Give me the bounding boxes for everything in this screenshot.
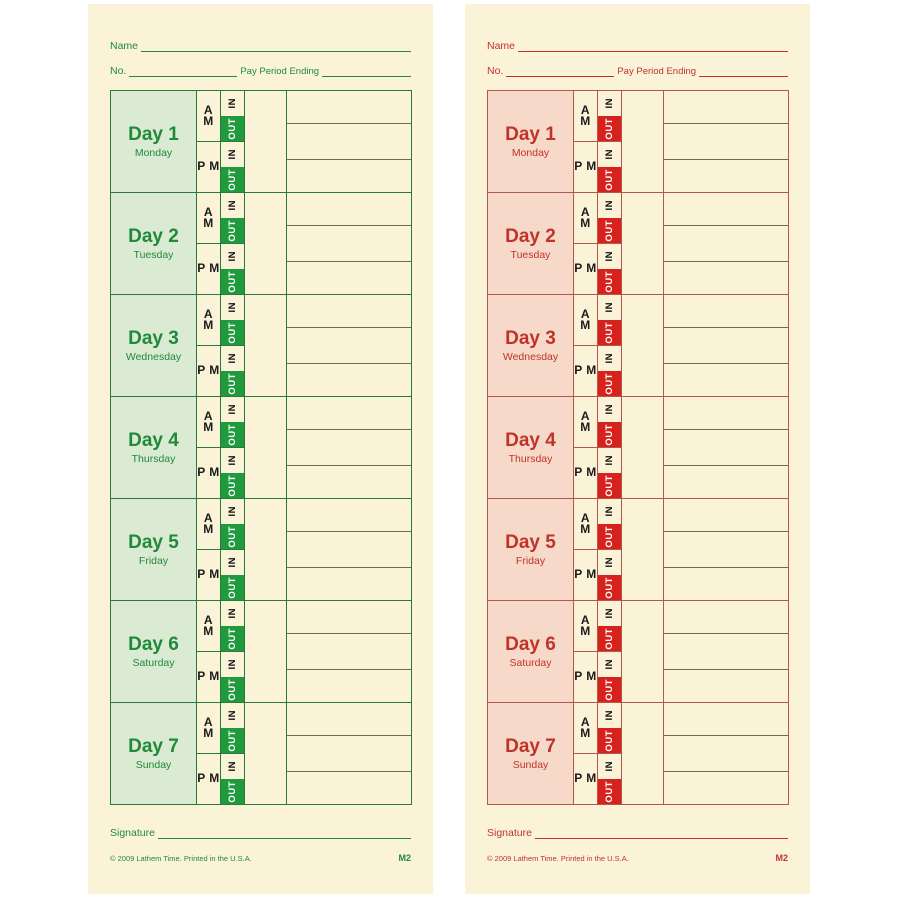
grid-body (111, 91, 412, 805)
table-row (111, 295, 412, 397)
pm-in-block[interactable]: IN (221, 652, 244, 677)
day-weekday: Monday (134, 146, 173, 159)
day-weekday: Thursday (508, 452, 553, 465)
notes-cell[interactable] (664, 499, 789, 601)
table-row (488, 703, 789, 805)
pm-label: P M (574, 363, 597, 378)
punch-area[interactable] (245, 499, 287, 601)
day-cell (488, 397, 574, 499)
am-label: A M (574, 601, 597, 652)
am-label: A M (574, 499, 597, 550)
pm-in-block[interactable]: IN (598, 652, 621, 677)
employee-no-label: No. (487, 65, 504, 77)
table-row (111, 397, 412, 499)
copyright-row (110, 853, 411, 863)
in-out-cell (221, 499, 245, 601)
pm-in-block[interactable]: IN (598, 754, 621, 779)
day-weekday: Friday (515, 554, 546, 567)
write-line[interactable] (664, 225, 788, 226)
day-cell (488, 499, 574, 601)
timecard-red (465, 4, 810, 894)
pm-label: P M (197, 465, 220, 480)
pay-period-ending-label: Pay Period Ending (240, 66, 320, 77)
copyright-text: © 2009 Lathem Time. Printed in the U.S.A. (110, 854, 252, 863)
am-label: A M (574, 397, 597, 448)
day-number: Day 5 (128, 531, 179, 553)
ampm-cell (197, 295, 221, 397)
card-footer-green (88, 805, 433, 863)
copyright-row (487, 853, 788, 863)
day-weekday: Sunday (135, 758, 172, 771)
day-weekday: Tuesday (510, 248, 551, 261)
ampm-cell (197, 703, 221, 805)
day-number: Day 5 (505, 531, 556, 553)
in-out-cell (598, 193, 622, 295)
table-row (111, 601, 412, 703)
day-number: Day 6 (128, 633, 179, 655)
pay-period-ending-label: Pay Period Ending (617, 66, 697, 77)
am-label: A M (574, 193, 597, 244)
day-weekday: Monday (511, 146, 550, 159)
punch-area[interactable] (245, 193, 287, 295)
pm-in-block[interactable]: IN (598, 142, 621, 167)
am-out-block[interactable]: OUT (221, 116, 244, 141)
table-row (488, 295, 789, 397)
notes-cell[interactable] (287, 295, 412, 397)
notes-cell[interactable] (664, 91, 789, 193)
punch-area[interactable] (245, 397, 287, 499)
am-in-block[interactable]: IN (221, 703, 244, 728)
am-out-block[interactable]: OUT (598, 626, 621, 651)
punch-area[interactable] (622, 295, 664, 397)
card-header-green (88, 4, 433, 77)
pm-label: P M (574, 567, 597, 582)
day-number: Day 3 (505, 327, 556, 349)
am-label: A M (574, 703, 597, 754)
pm-in-block[interactable]: IN (221, 142, 244, 167)
table-row (488, 601, 789, 703)
am-in-block[interactable]: IN (221, 193, 244, 218)
number-period-row (110, 65, 411, 77)
write-line[interactable] (287, 123, 411, 124)
table-row (488, 193, 789, 295)
am-in-block[interactable]: IN (598, 703, 621, 728)
pm-out-block[interactable]: OUT (221, 167, 244, 192)
am-in-block[interactable]: IN (221, 397, 244, 422)
am-out-block[interactable]: OUT (221, 422, 244, 447)
day-cell (111, 295, 197, 397)
am-out-block[interactable]: OUT (221, 626, 244, 651)
pm-out-block[interactable]: OUT (221, 371, 244, 396)
timecard-grid-red (487, 90, 789, 805)
am-in-block[interactable]: IN (598, 397, 621, 422)
day-number: Day 4 (128, 429, 179, 451)
am-in-block[interactable]: IN (221, 499, 244, 524)
table-row (111, 193, 412, 295)
notes-cell[interactable] (287, 91, 412, 193)
punch-area[interactable] (622, 703, 664, 805)
in-out-cell (598, 91, 622, 193)
in-out-cell (598, 601, 622, 703)
day-number: Day 6 (505, 633, 556, 655)
table-row (488, 499, 789, 601)
name-row (110, 40, 411, 52)
day-weekday: Wednesday (125, 350, 182, 363)
ampm-cell (574, 499, 598, 601)
am-label: A M (574, 295, 597, 346)
in-out-cell (221, 295, 245, 397)
day-cell (111, 601, 197, 703)
card-footer-red (465, 805, 810, 863)
write-line[interactable] (664, 735, 788, 736)
pm-out-block[interactable]: OUT (221, 575, 244, 600)
day-number: Day 2 (128, 225, 179, 247)
write-line[interactable] (287, 633, 411, 634)
write-line[interactable] (664, 669, 788, 670)
am-in-block[interactable]: IN (598, 193, 621, 218)
ampm-cell (574, 397, 598, 499)
ampm-cell (197, 499, 221, 601)
in-out-cell (598, 397, 622, 499)
pm-out-block[interactable]: OUT (598, 779, 621, 804)
day-number: Day 4 (505, 429, 556, 451)
pm-label: P M (197, 159, 220, 174)
am-in-block[interactable]: IN (221, 91, 244, 116)
pm-out-block[interactable]: OUT (221, 677, 244, 702)
day-cell (488, 295, 574, 397)
name-row (487, 40, 788, 52)
am-out-block[interactable]: OUT (221, 218, 244, 243)
name-input-line[interactable] (141, 40, 411, 52)
day-number: Day 2 (505, 225, 556, 247)
am-label: A M (197, 91, 220, 142)
day-weekday: Sunday (512, 758, 549, 771)
pm-in-block[interactable]: IN (598, 244, 621, 269)
notes-cell[interactable] (287, 601, 412, 703)
day-number: Day 3 (128, 327, 179, 349)
am-out-block[interactable]: OUT (598, 422, 621, 447)
am-out-block[interactable]: OUT (598, 728, 621, 753)
pm-label: P M (574, 159, 597, 174)
write-line[interactable] (287, 771, 411, 772)
day-weekday: Thursday (131, 452, 176, 465)
write-line[interactable] (664, 429, 788, 430)
am-out-block[interactable]: OUT (598, 320, 621, 345)
am-out-block[interactable]: OUT (598, 218, 621, 243)
day-cell (111, 499, 197, 601)
employee-no-input-line[interactable] (506, 65, 614, 77)
day-cell (488, 601, 574, 703)
write-line[interactable] (664, 363, 788, 364)
punch-area[interactable] (245, 295, 287, 397)
in-out-cell (221, 703, 245, 805)
am-in-block[interactable]: IN (598, 295, 621, 320)
write-line[interactable] (664, 567, 788, 568)
notes-cell[interactable] (664, 295, 789, 397)
pm-label: P M (574, 465, 597, 480)
notes-cell[interactable] (664, 601, 789, 703)
day-cell (488, 91, 574, 193)
ampm-cell (574, 295, 598, 397)
timecard-green (88, 4, 433, 894)
pm-label: P M (574, 771, 597, 786)
am-label: A M (197, 703, 220, 754)
name-input-line[interactable] (518, 40, 788, 52)
punch-area[interactable] (622, 601, 664, 703)
day-weekday: Wednesday (502, 350, 559, 363)
notes-cell[interactable] (664, 397, 789, 499)
notes-cell[interactable] (287, 499, 412, 601)
pm-out-block[interactable]: OUT (598, 575, 621, 600)
punch-area[interactable] (622, 91, 664, 193)
pm-out-block[interactable]: OUT (221, 473, 244, 498)
am-out-block[interactable]: OUT (221, 524, 244, 549)
pm-label: P M (197, 363, 220, 378)
signature-input-line[interactable] (535, 827, 788, 839)
signature-row (110, 827, 411, 839)
signature-row (487, 827, 788, 839)
ampm-cell (197, 397, 221, 499)
punch-area[interactable] (245, 91, 287, 193)
in-out-cell (221, 397, 245, 499)
am-out-block[interactable]: OUT (221, 320, 244, 345)
am-out-block[interactable]: OUT (598, 524, 621, 549)
day-number: Day 1 (505, 123, 556, 145)
card-header-red (465, 4, 810, 77)
punch-area[interactable] (622, 193, 664, 295)
pm-out-block[interactable]: OUT (598, 473, 621, 498)
pm-out-block[interactable]: OUT (598, 677, 621, 702)
notes-cell[interactable] (664, 193, 789, 295)
am-out-block[interactable]: OUT (221, 728, 244, 753)
day-number: Day 7 (505, 735, 556, 757)
ampm-cell (574, 91, 598, 193)
pm-label: P M (574, 669, 597, 684)
ampm-cell (197, 91, 221, 193)
am-out-block[interactable]: OUT (598, 116, 621, 141)
ampm-cell (197, 193, 221, 295)
write-line[interactable] (664, 633, 788, 634)
punch-area[interactable] (622, 397, 664, 499)
pm-label: P M (197, 669, 220, 684)
pm-out-block[interactable]: OUT (221, 269, 244, 294)
pm-out-block[interactable]: OUT (598, 167, 621, 192)
am-label: A M (574, 91, 597, 142)
ampm-cell (574, 193, 598, 295)
day-cell (111, 703, 197, 805)
day-weekday: Saturday (132, 656, 175, 669)
write-line[interactable] (664, 327, 788, 328)
pm-in-block[interactable]: IN (598, 346, 621, 371)
number-period-row (487, 65, 788, 77)
am-in-block[interactable]: IN (221, 601, 244, 626)
pm-in-block[interactable]: IN (598, 448, 621, 473)
in-out-cell (598, 499, 622, 601)
table-row (488, 397, 789, 499)
write-line[interactable] (664, 261, 788, 262)
pay-period-ending-input-line[interactable] (322, 65, 411, 77)
day-weekday: Tuesday (133, 248, 174, 261)
write-line[interactable] (287, 465, 411, 466)
day-cell (111, 193, 197, 295)
notes-cell[interactable] (664, 703, 789, 805)
notes-cell[interactable] (287, 193, 412, 295)
timecard-grid-green (110, 90, 412, 805)
am-label: A M (197, 193, 220, 244)
day-cell (488, 193, 574, 295)
write-line[interactable] (287, 669, 411, 670)
pm-label: P M (197, 567, 220, 582)
pm-in-block[interactable]: IN (221, 754, 244, 779)
day-cell (488, 703, 574, 805)
write-line[interactable] (287, 327, 411, 328)
table-row (111, 703, 412, 805)
notes-cell[interactable] (287, 397, 412, 499)
pm-in-block[interactable]: IN (221, 244, 244, 269)
day-number: Day 1 (128, 123, 179, 145)
write-line[interactable] (287, 363, 411, 364)
signature-label: Signature (487, 827, 532, 839)
day-cell (111, 397, 197, 499)
day-weekday: Saturday (509, 656, 552, 669)
in-out-cell (221, 193, 245, 295)
in-out-cell (221, 91, 245, 193)
pm-out-block[interactable]: OUT (221, 779, 244, 804)
table-row (111, 91, 412, 193)
am-in-block[interactable]: IN (598, 91, 621, 116)
write-line[interactable] (287, 429, 411, 430)
am-in-block[interactable]: IN (598, 499, 621, 524)
name-label: Name (487, 40, 516, 52)
am-label: A M (197, 397, 220, 448)
write-line[interactable] (287, 567, 411, 568)
pm-in-block[interactable]: IN (221, 448, 244, 473)
write-line[interactable] (287, 735, 411, 736)
form-code: M2 (775, 853, 788, 863)
day-number: Day 7 (128, 735, 179, 757)
write-line[interactable] (287, 531, 411, 532)
write-line[interactable] (287, 159, 411, 160)
write-line[interactable] (287, 261, 411, 262)
name-label: Name (110, 40, 139, 52)
employee-no-input-line[interactable] (129, 65, 237, 77)
table-row (111, 499, 412, 601)
signature-label: Signature (110, 827, 155, 839)
pay-period-ending-input-line[interactable] (699, 65, 788, 77)
am-label: A M (197, 295, 220, 346)
grid-body (488, 91, 789, 805)
in-out-cell (221, 601, 245, 703)
pm-in-block[interactable]: IN (598, 550, 621, 575)
ampm-cell (574, 703, 598, 805)
pm-label: P M (197, 771, 220, 786)
punch-area[interactable] (622, 499, 664, 601)
pm-label: P M (574, 261, 597, 276)
am-label: A M (197, 499, 220, 550)
punch-area[interactable] (245, 601, 287, 703)
day-cell (111, 91, 197, 193)
ampm-cell (197, 601, 221, 703)
pm-out-block[interactable]: OUT (598, 269, 621, 294)
write-line[interactable] (287, 225, 411, 226)
write-line[interactable] (664, 531, 788, 532)
table-row (488, 91, 789, 193)
write-line[interactable] (664, 465, 788, 466)
employee-no-label: No. (110, 65, 127, 77)
pm-in-block[interactable]: IN (221, 346, 244, 371)
am-in-block[interactable]: IN (221, 295, 244, 320)
day-weekday: Friday (138, 554, 169, 567)
am-in-block[interactable]: IN (598, 601, 621, 626)
in-out-cell (598, 703, 622, 805)
am-label: A M (197, 601, 220, 652)
copyright-text: © 2009 Lathem Time. Printed in the U.S.A. (487, 854, 629, 863)
form-code: M2 (398, 853, 411, 863)
pm-in-block[interactable]: IN (221, 550, 244, 575)
punch-area[interactable] (245, 703, 287, 805)
ampm-cell (574, 601, 598, 703)
notes-cell[interactable] (287, 703, 412, 805)
signature-input-line[interactable] (158, 827, 411, 839)
write-line[interactable] (664, 159, 788, 160)
write-line[interactable] (664, 123, 788, 124)
pm-label: P M (197, 261, 220, 276)
in-out-cell (598, 295, 622, 397)
write-line[interactable] (664, 771, 788, 772)
pm-out-block[interactable]: OUT (598, 371, 621, 396)
